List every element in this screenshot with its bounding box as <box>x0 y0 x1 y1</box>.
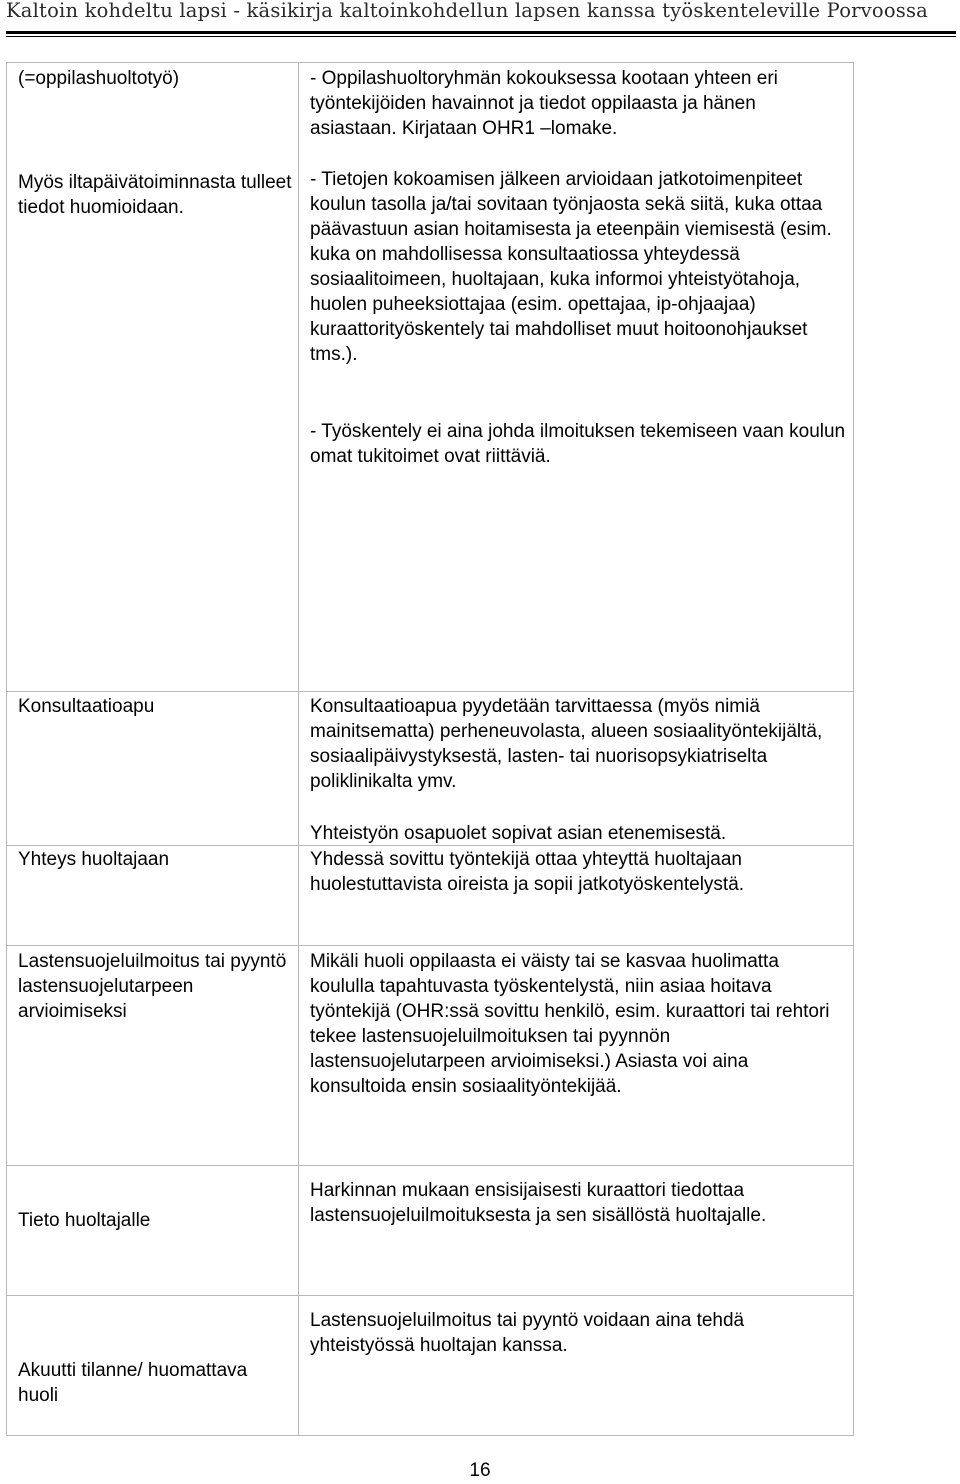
table-cell-right <box>298 62 854 692</box>
header-rule-thick <box>6 31 956 34</box>
cell-paragraph: Akuutti tilanne/ huomattava huoli <box>18 1360 248 1406</box>
table-cell-right <box>298 691 854 846</box>
cell-paragraph: Yhdessä sovittu työntekijä ottaa yhteyttä huoltajaan huolestuttavista oireista ja sopii jatkotyöskentelystä. <box>310 849 745 895</box>
table-cell-left <box>6 1165 299 1296</box>
running-header: Kaltoin kohdeltu lapsi - käsikirja kaltoinkohdellun lapsen kanssa työskenteleville Porvoossa <box>6 0 928 22</box>
cell-paragraph: Harkinnan mukaan ensisijaisesti kuraattori tiedottaa lastensuojeluilmoituksesta ja sen sisällöstä huoltajalle. <box>310 1180 767 1226</box>
cell-paragraph: Tieto huoltajalle <box>18 1210 151 1231</box>
cell-paragraph: Konsultaatioapu <box>18 696 155 717</box>
table-cell-left <box>6 945 299 1166</box>
cell-paragraph: - Oppilashuoltoryhmän kokouksessa kootaan yhteen eri työntekijöiden havainnot ja tiedot oppilaasta ja hänen asiastaan. Kirjataan OHR1 –lomake. <box>310 68 778 139</box>
table-cell-right <box>298 845 854 946</box>
header-rule-thin <box>6 36 956 37</box>
cell-paragraph: Lastensuojeluilmoitus tai pyyntö lastensuojelutarpeen arvioimiseksi <box>18 951 287 1022</box>
cell-paragraph: - Työskentely ei aina johda ilmoituksen tekemiseen vaan koulun omat tukitoimet ovat riittäviä. <box>310 421 846 467</box>
page-number: 16 <box>469 1460 491 1481</box>
cell-paragraph: (=oppilashuoltotyö) <box>18 68 180 89</box>
table-cell-right <box>298 945 854 1166</box>
table-cell-left <box>6 62 299 692</box>
cell-paragraph: Konsultaatioapua pyydetään tarvittaessa (myös nimiä mainitsematta) perheneuvolasta, alueen sosiaalityöntekijältä, sosiaalipäivystyksestä, lasten- tai nuorisopsykiatriselta poliklinikalta ymv. <box>310 696 823 792</box>
table-cell-right <box>298 1295 854 1436</box>
cell-paragraph: Yhteistyön osapuolet sopivat asian etenemisestä. <box>310 823 727 844</box>
table-cell-left <box>6 1295 299 1436</box>
table-cell-left <box>6 845 299 946</box>
cell-paragraph: - Tietojen kokoamisen jälkeen arvioidaan jatkotoimenpiteet koulun tasolla ja/tai sovitaan työnjaosta sekä siitä, kuka ottaa päävastuun asian hoitamisesta ja eteenpäin viemisestä (esim. kuka on mahdollisessa konsultaatiossa yhteydessä sosiaalitoimeen, huoltajaan, kuka informoi yhteistyötahoja, huolen puheeksiottajaa (esim. opettajaa, ip-ohjaajaa) kuraattorityöskentely tai mahdolliset muut hoitoonohjaukset tms.). <box>310 169 832 365</box>
cell-paragraph: Mikäli huoli oppilaasta ei väisty tai se kasvaa huolimatta koululla tapahtuvasta työskentelystä, niin asiaa hoitava työntekijä (OHR:ssä sovittu henkilö, esim. kuraattori tai rehtori tekee lastensuojeluilmoituksen tai pyynnön lastensuojelutarpeen arvioimiseksi.) Asiasta voi aina konsultoida ensin sosiaalityöntekijää. <box>310 951 830 1097</box>
table-cell-left <box>6 691 299 846</box>
table-cell-right <box>298 1165 854 1296</box>
cell-paragraph: Lastensuojeluilmoitus tai pyyntö voidaan aina tehdä yhteistyössä huoltajan kanssa. <box>310 1310 745 1356</box>
cell-paragraph: Yhteys huoltajaan <box>18 849 170 870</box>
cell-paragraph: Myös iltapäivätoiminnasta tulleet tiedot huomioidaan. <box>18 172 292 218</box>
